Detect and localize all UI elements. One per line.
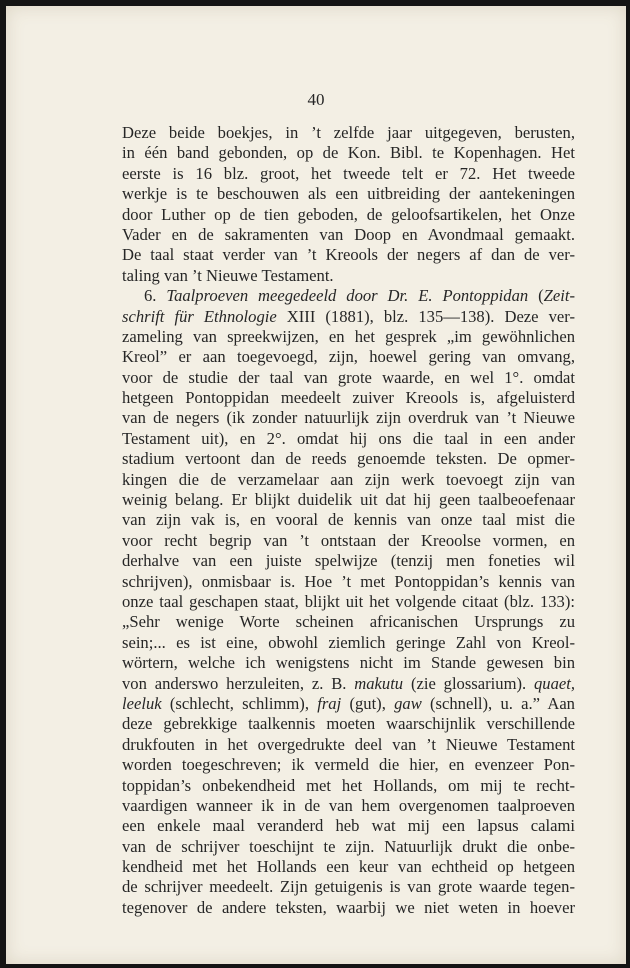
text-segment: drukfouten in het overgedrukte deel van ’t Nieuwe Testament bbox=[122, 734, 575, 754]
text-segment: 6. bbox=[144, 286, 167, 306]
text-segment: stadium vertoont dan de reeds genoemde teksten. De opmer- bbox=[122, 449, 575, 469]
text-line bbox=[122, 490, 575, 510]
text-segment: de schrijver meedeelt. Zijn getuigenis is van grote waarde tegen- bbox=[122, 877, 575, 897]
text-line bbox=[122, 837, 575, 857]
text-segment: door Luther op de tien geboden, de geloofsartikelen, het Onze bbox=[122, 204, 575, 224]
text-segment: eerste is 16 blz. groot, het tweede telt er 72. Het tweede bbox=[122, 163, 575, 183]
text-segment: onze taal geschapen staat, blijkt uit het volgende citaat (blz. 133): bbox=[122, 591, 575, 611]
text-segment: (zie glossarium). bbox=[403, 673, 534, 693]
text-line bbox=[122, 449, 575, 469]
text-line bbox=[122, 388, 575, 408]
text-segment: De taal staat verder van ’t Kreools der negers af dan de ver- bbox=[122, 245, 575, 265]
text-segment: in één band gebonden, op de Kon. Bibl. te Kopenhagen. Het bbox=[122, 143, 575, 163]
text-line bbox=[122, 205, 575, 225]
text-segment: taling van ’t Nieuwe Testament. bbox=[122, 265, 334, 285]
text-segment: wörtern, welche ich wenigstens nicht im Stande gewesen bin bbox=[122, 653, 575, 673]
text-segment: van de negers (ik zonder natuurlijk zijn overdruk van ’t Nieuwe bbox=[122, 408, 575, 428]
text-line bbox=[122, 245, 575, 265]
text-segment: van de schrijver toeschijnt te zijn. Natuurlijk drukt die onbe- bbox=[122, 836, 575, 856]
text-line bbox=[122, 776, 575, 796]
text-line bbox=[122, 714, 575, 734]
text-segment: schrijven), onmisbaar is. Hoe ’t met Pontoppidan’s kennis van bbox=[122, 571, 575, 591]
italic-segment: Taalproeven meegedeeld door Dr. E. Pontoppidan bbox=[166, 286, 529, 306]
body-text bbox=[122, 123, 575, 918]
text-line bbox=[122, 898, 575, 918]
text-line bbox=[122, 674, 575, 694]
text-segment: Deze beide boekjes, in ’t zelfde jaar uitgegeven, berusten, bbox=[122, 123, 575, 142]
text-segment: von anderswo herzuleiten, z. B. bbox=[122, 673, 355, 693]
text-segment: vaardigen wanneer ik in de van hem overgenomen taalproeven bbox=[122, 795, 575, 815]
text-line bbox=[122, 735, 575, 755]
text-line bbox=[122, 612, 575, 632]
text-segment: voor de studie der taal van grote waarde, en wel 1°. omdat bbox=[122, 367, 575, 387]
text-line bbox=[122, 225, 575, 245]
italic-segment: leeluk bbox=[122, 693, 162, 713]
text-segment: (schlecht, schlimm), bbox=[161, 693, 318, 713]
text-line bbox=[122, 592, 575, 612]
text-segment: XIII (1881), blz. 135—138). Deze ver- bbox=[276, 306, 575, 326]
text-segment: worden toegeschreven; ik vermeld die hier, en evenzeer Pon- bbox=[122, 755, 575, 775]
text-line bbox=[122, 266, 575, 286]
text-segment: derhalve van een juiste spelwijze (tenzij men foneties wil bbox=[122, 551, 575, 571]
text-line bbox=[122, 429, 575, 449]
text-line bbox=[122, 307, 575, 327]
book-page bbox=[6, 6, 626, 964]
text-segment: weinig belang. Er blijkt duidelik uit dat hij geen taalbeoefenaar bbox=[122, 490, 575, 510]
italic-segment: gaw bbox=[394, 693, 422, 713]
text-line bbox=[122, 510, 575, 530]
text-segment: werkje is te beschouwen als een uitbreiding der aantekeningen bbox=[122, 184, 575, 204]
text-line bbox=[122, 796, 575, 816]
italic-segment: makutu bbox=[354, 673, 404, 693]
text-segment: Vader en de sakramenten van Doop en Avondmaal gemaakt. bbox=[122, 224, 575, 244]
text-line bbox=[122, 286, 575, 306]
text-segment: (gut), bbox=[341, 693, 395, 713]
text-line bbox=[122, 327, 575, 347]
text-line bbox=[122, 470, 575, 490]
text-line bbox=[122, 653, 575, 673]
italic-segment: fraj bbox=[317, 693, 342, 713]
text-segment: Testament uit), en 2°. omdat hij ons die taal in een ander bbox=[122, 428, 575, 448]
text-line bbox=[122, 408, 575, 428]
text-segment: deze gebrekkige taalkennis moeten waarschijnlik verschillende bbox=[122, 714, 575, 734]
text-line bbox=[122, 857, 575, 877]
text-segment: tegenover de andere teksten, waarbij we niet weten in hoever bbox=[122, 897, 575, 917]
text-line bbox=[122, 816, 575, 836]
text-line bbox=[122, 755, 575, 775]
text-line bbox=[122, 877, 575, 897]
text-line bbox=[122, 368, 575, 388]
text-segment: van zijn vak is, en vooral de kennis van onze taal mist die bbox=[122, 510, 575, 530]
text-line bbox=[122, 164, 575, 184]
text-segment: zameling van spreekwijzen, en het gesprek „im gewöhnlichen bbox=[122, 326, 575, 346]
text-segment: toppidan’s onbekendheid met het Hollands, om mij te recht- bbox=[122, 775, 575, 795]
text-line bbox=[122, 143, 575, 163]
text-segment: Kreol” er aan toegevoegd, zijn, hoewel gering van omvang, bbox=[122, 347, 575, 367]
text-segment: kingen die de verzamelaar aan zijn werk toevoegt zijn van bbox=[122, 469, 575, 489]
text-line bbox=[122, 572, 575, 592]
text-line bbox=[122, 123, 575, 143]
page-number: 40 bbox=[307, 90, 325, 109]
text-segment: kendheid met het Hollands een keur van echtheid op hetgeen bbox=[122, 857, 575, 877]
text-segment: „Sehr wenige Worte scheinen africanischen Ursprungs zu bbox=[122, 612, 575, 632]
text-line bbox=[122, 633, 575, 653]
italic-segment: schrift für Ethnologie bbox=[122, 306, 277, 326]
text-segment: (schnell), u. a.” Aan bbox=[421, 693, 575, 713]
text-line bbox=[122, 347, 575, 367]
italic-segment: quaet, bbox=[533, 673, 575, 693]
text-line bbox=[122, 551, 575, 571]
italic-segment: Zeit- bbox=[543, 286, 575, 306]
text-segment: voor recht begrip van ’t ontstaan der Kreoolse vormen, en bbox=[122, 530, 575, 550]
text-line bbox=[122, 184, 575, 204]
text-segment: sein;... es ist eine, obwohl ziemlich geringe Zahl von Kreol- bbox=[122, 632, 575, 652]
text-segment: ( bbox=[528, 286, 544, 306]
text-line bbox=[122, 694, 575, 714]
text-segment: een enkele maal veranderd heb wat mij een lapsus calami bbox=[122, 816, 575, 836]
text-line bbox=[122, 531, 575, 551]
text-segment: hetgeen Pontoppidan meedeelt zuiver Kreools is, afgeluisterd bbox=[122, 388, 575, 408]
